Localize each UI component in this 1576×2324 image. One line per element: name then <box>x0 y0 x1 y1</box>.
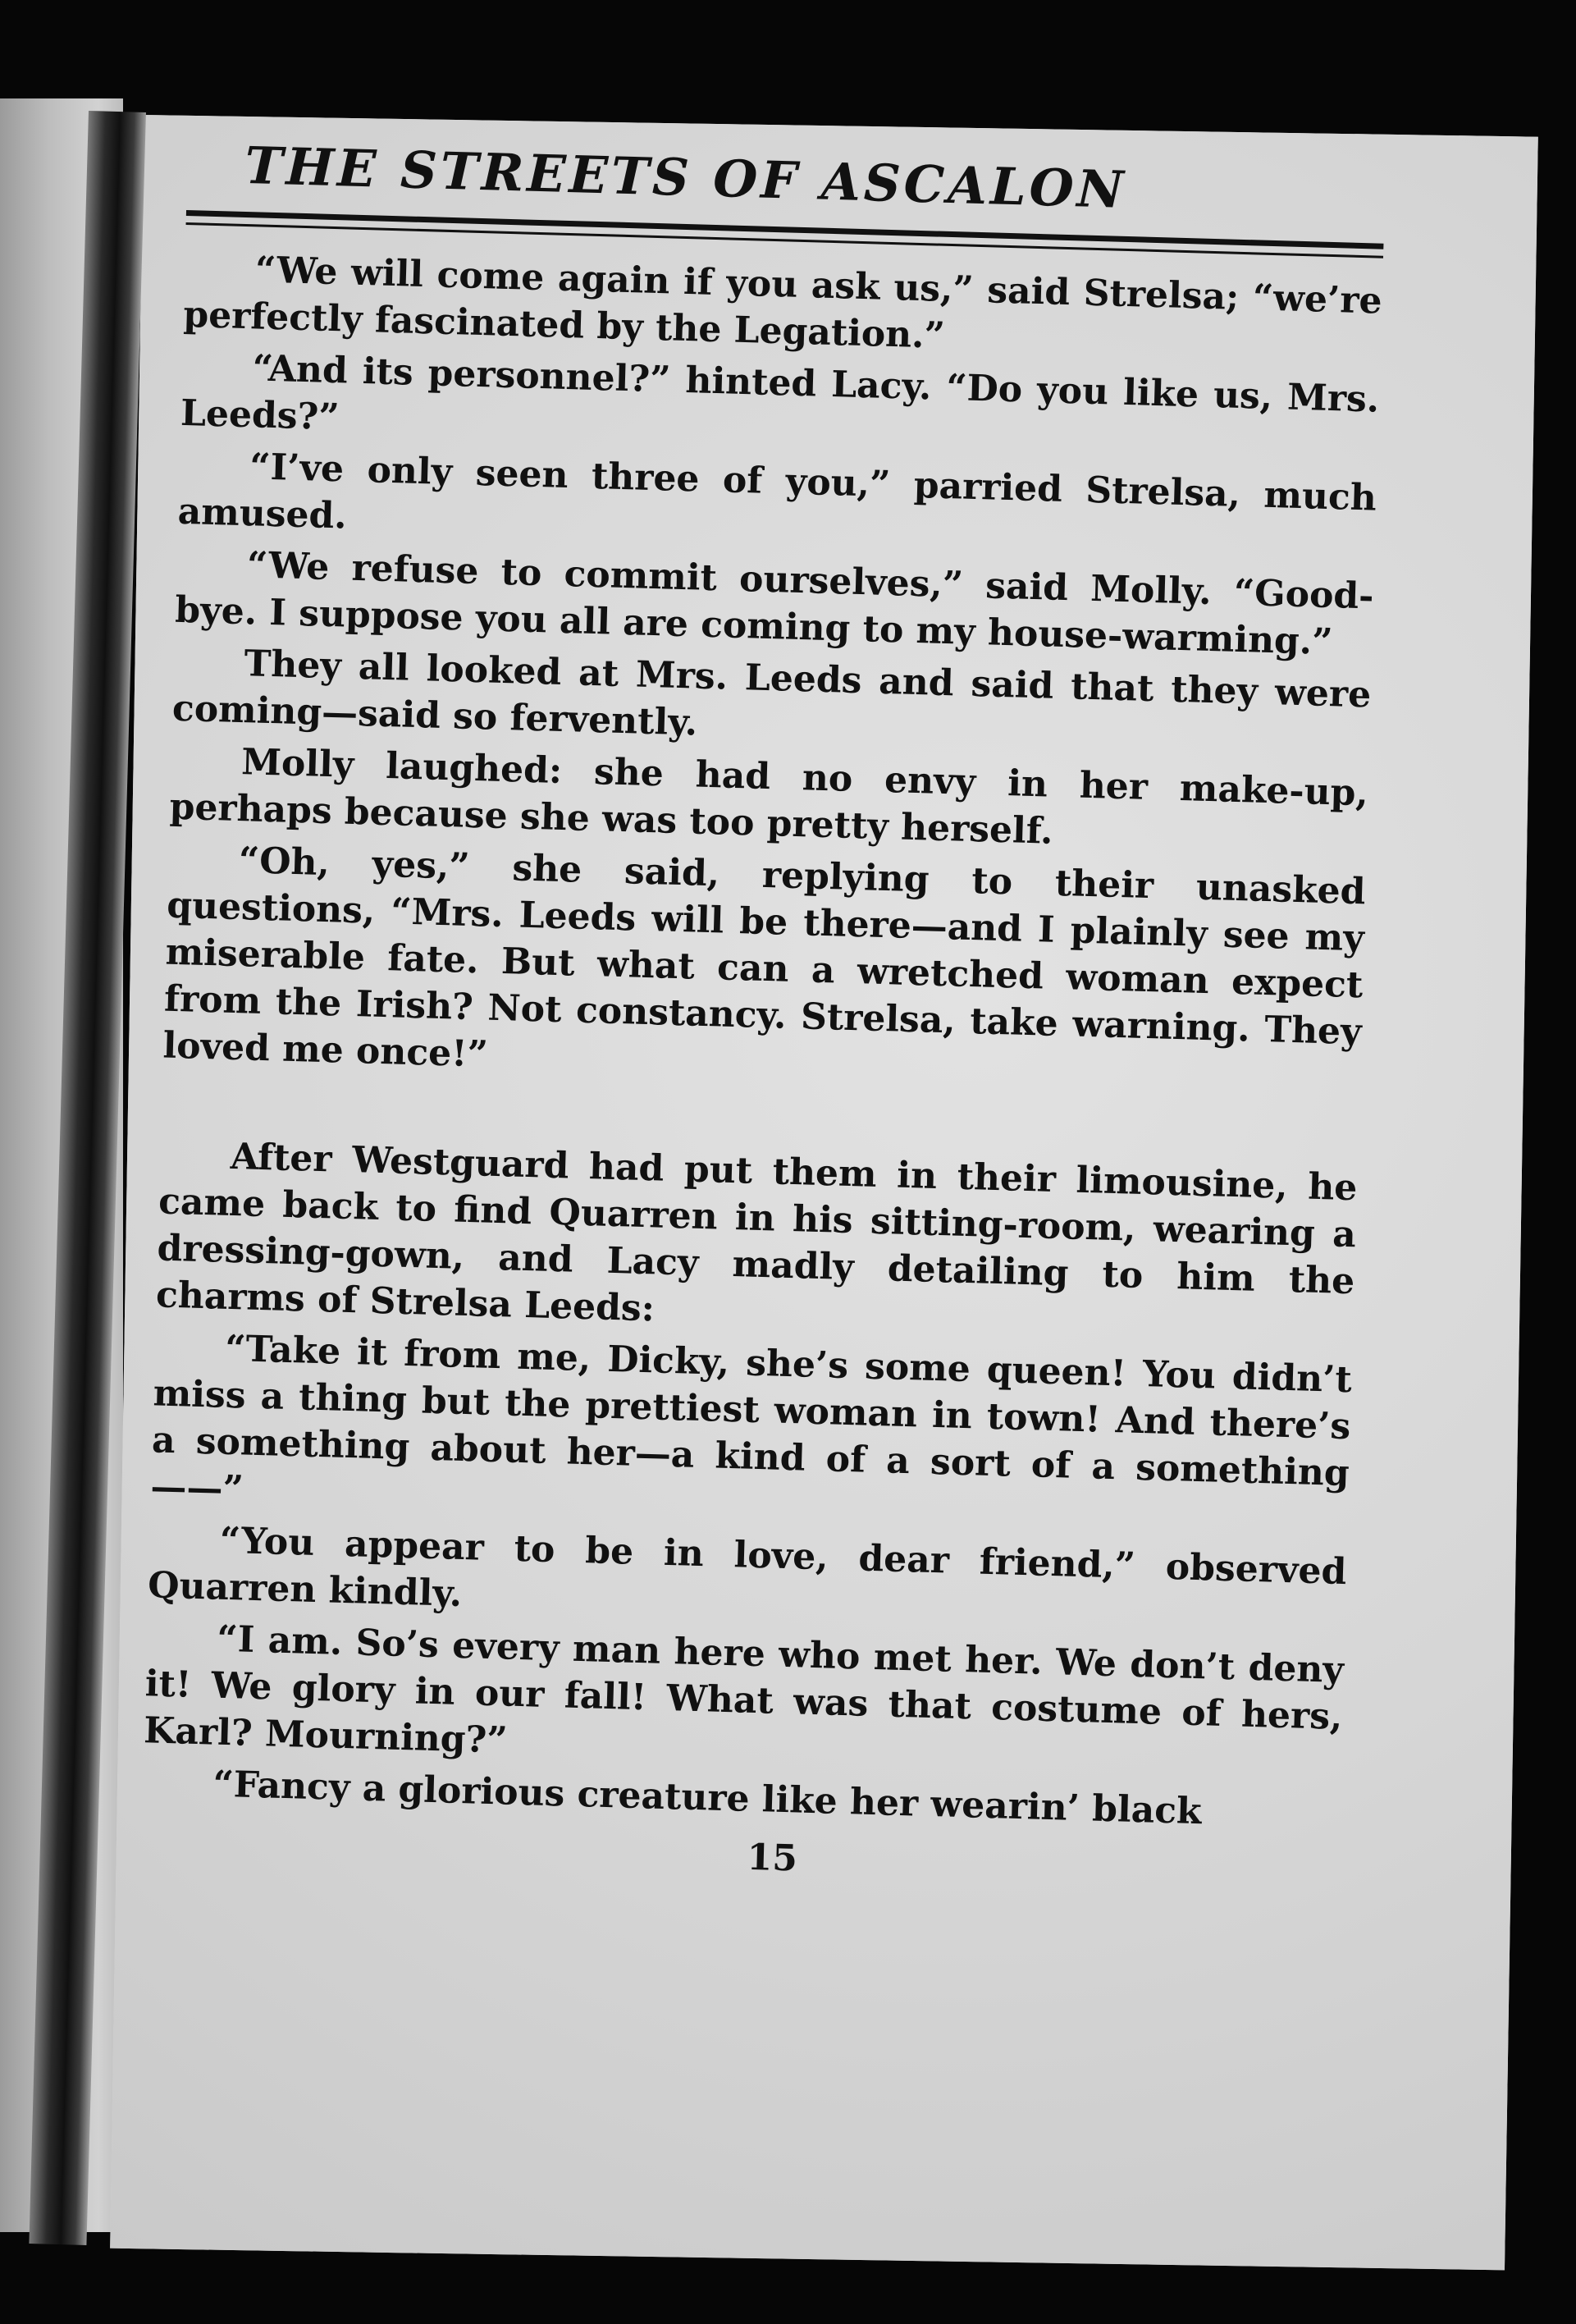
paragraph: “You appear to be in love, dear friend,” observed Quarren kindly. <box>147 1519 1347 1615</box>
page-number: 15 <box>746 1836 798 1880</box>
page-content <box>140 123 1386 1897</box>
paragraph: “I am. So’s every man here who met her. We don’t deny it! We glory in our fall! What was that costume of hers, Karl? Mourning?” <box>143 1617 1345 1762</box>
paragraph: “Oh, yes,” she said, replying to their unasked questions, “Mrs. Leeds will be there—and I plainly see my miserable fate. But what can a wretched woman expect from the Irish? Not constancy. Strelsa, take warning. They loved me once!” <box>162 839 1367 1076</box>
paragraph: “Take it from me, Dicky, she’s some queen! You didn’t miss a thing but the prettiest woman in town! And there’s a something about her—a kind of a sort of a something——” <box>149 1327 1353 1511</box>
paragraph: “I’ve only seen three of you,” parried Strelsa, much amused. <box>177 446 1377 538</box>
paragraph: “We refuse to commit ourselves,” said Molly. “Good-bye. I suppose you all are coming to my house-warming.” <box>174 544 1375 664</box>
paragraph: Molly laughed: she had no envy in her make-up, perhaps because she was too pretty herself. <box>169 741 1369 853</box>
paragraph: “We will come again if you ask us,” said Strelsa; “we’re perfectly fascinated by the Legation.” <box>182 249 1383 357</box>
running-head: THE STREETS OF ASCALON <box>244 135 1128 220</box>
paragraph: “And its personnel?” hinted Lacy. “Do you like us, Mrs. Leeds?” <box>180 347 1380 439</box>
paragraph: “Fancy a glorious creature like her wearin’ black <box>212 1763 1203 1833</box>
paragraph: After Westguard had put them in their limousine, he came back to find Quarren in his sitting-room, wearing a dressing-gown, and Lacy madly detailing to him the charms of Strelsa Leeds: <box>155 1135 1359 1330</box>
paragraph: They all looked at Mrs. Leeds and said that they were coming—said so fervently. <box>171 643 1372 744</box>
